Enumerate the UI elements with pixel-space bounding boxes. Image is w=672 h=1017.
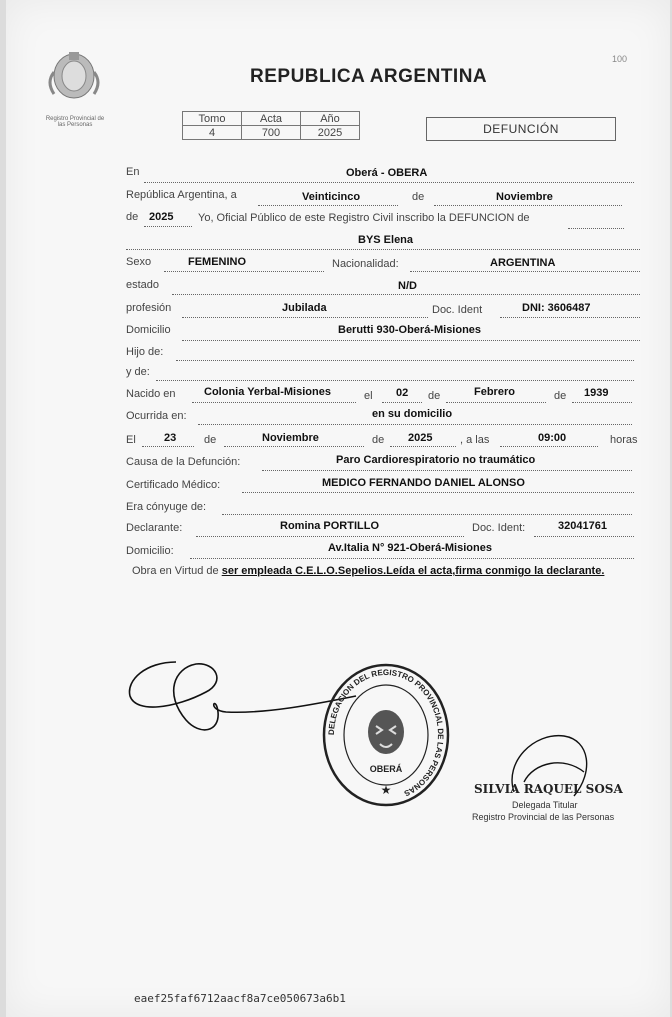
label-republica: República Argentina, a [126, 189, 237, 201]
label-a-las: , a las [460, 434, 490, 446]
label-domicilio-2: Domicilio: [126, 545, 174, 557]
value-causa: Paro Cardiorespiratorio no traumático [336, 454, 536, 466]
value-ocurrida-en: en su domicilio [372, 408, 453, 420]
value-hora: 09:00 [538, 432, 567, 444]
value-nacido-lugar: Colonia Yerbal-Misiones [204, 386, 331, 398]
label-de-5: de [204, 434, 217, 446]
value-fallec-anio: 2025 [408, 432, 433, 444]
value-fallec-dia: 23 [164, 432, 177, 444]
svg-text:★: ★ [380, 783, 392, 797]
logo-caption: Registro Provincial de las Personas [45, 116, 105, 128]
label-hijo-de: Hijo de: [126, 346, 164, 358]
page-title: REPUBLICA ARGENTINA [250, 66, 488, 87]
value-dia-texto: Veinticinco [302, 191, 361, 203]
label-en: En [126, 166, 140, 178]
footer-hash: eaef25faf6712aacf8a7ce050673a6b1 [134, 992, 346, 1005]
obra-paragraph: Obra en Virtud de ser empleada C.E.L.O.Sepelios.Leída el acta,firma conmigo la declarante. [132, 565, 605, 577]
doc-type-box: DEFUNCIÓN [426, 117, 616, 141]
value-lugar: Oberá - OBERA [346, 167, 428, 179]
value-dni: DNI: 3606487 [522, 302, 591, 314]
label-nacido-en: Nacido en [126, 388, 176, 400]
value-nombre: BYS Elena [358, 234, 414, 246]
value-declarante-domicilio: Av.Italia N° 921-Oberá-Misiones [328, 542, 492, 554]
value-profesion: Jubilada [282, 302, 327, 314]
stamp-city: OBERÁ [369, 764, 403, 774]
page-number: 100 [612, 54, 628, 64]
label-nacionalidad: Nacionalidad: [332, 258, 399, 270]
value-nacionalidad: ARGENTINA [490, 257, 556, 269]
value-fallec-mes: Noviembre [262, 432, 319, 444]
label-conyuge: Era cónyuge de: [126, 501, 207, 513]
value-certificado: MEDICO FERNANDO DANIEL ALONSO [322, 477, 525, 489]
label-sexo: Sexo [126, 256, 152, 268]
label-y-de: y de: [126, 366, 150, 378]
label-horas: horas [610, 434, 638, 446]
label-doc-ident-2: Doc. Ident: [472, 522, 526, 534]
label-profesion: profesión [126, 302, 172, 314]
label-doc-ident: Doc. Ident [432, 304, 483, 316]
label-de-3: de [428, 390, 441, 402]
signature-name: SILVIA RAQUEL SOSA [474, 782, 623, 796]
certificate-page [6, 0, 670, 1017]
value-sexo: FEMENINO [188, 256, 247, 268]
label-causa: Causa de la Defunción: [126, 456, 241, 468]
label-de-2: de [126, 211, 139, 223]
value-declarante: Romina PORTILLO [280, 520, 379, 532]
signature-title: Delegada Titular [512, 800, 578, 810]
value-mes: Noviembre [496, 191, 553, 203]
value-domicilio: Berutti 930-Oberá-Misiones [338, 324, 482, 336]
label-de-4: de [554, 390, 567, 402]
label-yo: Yo, Oficial Público de este Registro Civil inscribo la DEFUNCION de [198, 212, 530, 224]
label-el-cap: El [126, 434, 136, 446]
value-declarante-dni: 32041761 [558, 520, 607, 532]
label-ocurrida-en: Ocurrida en: [126, 410, 187, 422]
value-nacido-dia: 02 [396, 387, 409, 399]
label-de-1: de [412, 191, 425, 203]
label-estado: estado [126, 279, 160, 291]
label-certificado: Certificado Médico: [126, 479, 221, 491]
coat-of-arms-icon [42, 42, 106, 102]
value-obra: ser empleada C.E.L.O.Sepelios.Leída el acta,firma conmigo la declarante. [221, 565, 605, 577]
value-anio: 2025 [149, 211, 174, 223]
label-el: el [364, 390, 373, 402]
registry-table: Tomo Acta Año 4 700 2025 [182, 111, 360, 140]
value-nacido-mes: Febrero [474, 386, 515, 398]
value-estado: N/D [398, 280, 417, 292]
value-nacido-anio: 1939 [584, 387, 609, 399]
registry-seal-stamp [320, 660, 452, 810]
stamp-text: DELEGACION DEL REGISTRO PROVINCIAL DE LAS PERSONAS [326, 667, 446, 798]
label-de-6: de [372, 434, 385, 446]
label-domicilio: Domicilio [126, 324, 171, 336]
label-declarante: Declarante: [126, 522, 183, 534]
signature-office: Registro Provincial de las Personas [472, 812, 615, 822]
